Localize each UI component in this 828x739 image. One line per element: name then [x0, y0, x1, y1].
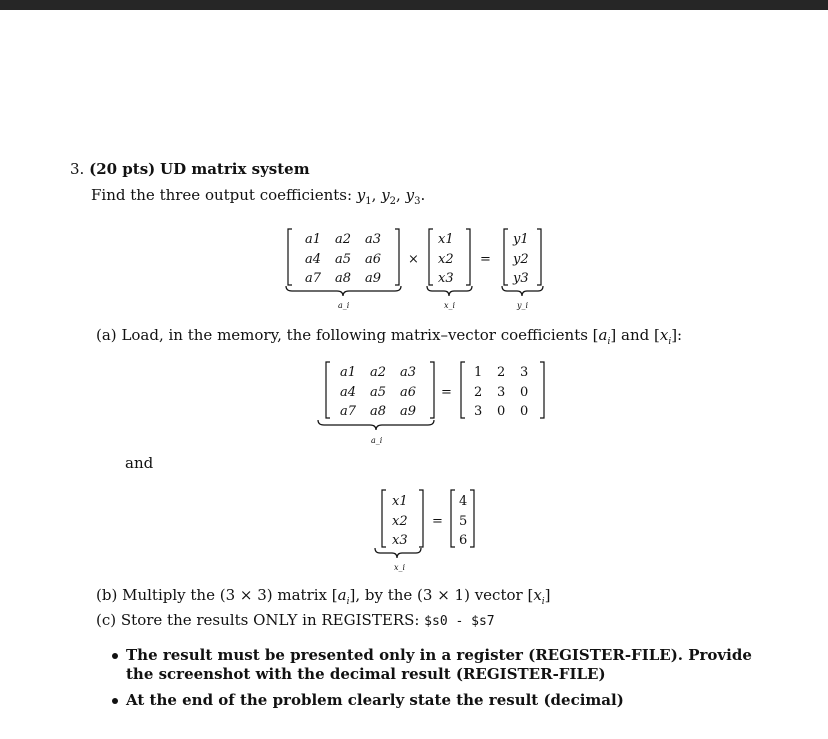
part-c-text: Store the results ONLY in REGISTERS:	[120, 611, 425, 629]
part-b: (b) Multiply the (3 × 3) matrix $[a_i]$, by the (3 × 1) vector $[x_i]$	[96, 586, 551, 607]
part-b-label: (b)	[96, 586, 118, 604]
mv-13: 3	[520, 365, 529, 380]
part-a: (a) Load, in the memory, the following matrix–vector coefficients $[a_i]$ and $[x_i]$:	[96, 326, 683, 347]
bullet-dot-2	[112, 698, 118, 704]
a5-label: a5	[335, 252, 352, 267]
a7-label: a7	[305, 271, 322, 286]
m-a3: a3	[400, 365, 417, 380]
m-a6: a6	[400, 385, 417, 400]
output-y2: $y_2$	[381, 186, 397, 207]
problem-number: 3.	[70, 160, 85, 178]
vv-2: 5	[459, 514, 468, 529]
brace-x-label: x_i	[444, 301, 456, 310]
mv-12: 2	[497, 365, 506, 380]
problem-intro: Find the three output coefficients: $y_1$, $y_2$, $y_3$.	[91, 186, 426, 207]
part-a-label: (a)	[96, 326, 117, 344]
m-a2: a2	[370, 365, 387, 380]
m-a9: a9	[400, 404, 417, 419]
a8-label: a8	[335, 271, 352, 286]
a6-label: a6	[365, 252, 382, 267]
a3-label: a3	[365, 232, 382, 247]
bullet-2: At the end of the problem clearly state the result (decimal)	[126, 691, 624, 709]
m-a5: a5	[370, 385, 387, 400]
register-range: $s0 - $s7	[424, 614, 495, 629]
mv-21: 2	[474, 385, 483, 400]
problem-points: (20 pts)	[89, 160, 156, 178]
times-sign: ×	[408, 252, 419, 267]
v-equals: =	[432, 514, 443, 529]
vv-3: 6	[459, 533, 468, 548]
x1-label: x1	[438, 232, 454, 247]
a2-label: a2	[335, 232, 352, 247]
a4-label: a4	[305, 252, 322, 267]
v-brace-label: x_i	[394, 563, 406, 572]
m-a1: a1	[340, 365, 357, 380]
mv-11: 1	[474, 365, 483, 380]
v-x1: x1	[392, 494, 408, 509]
v-x3: x3	[392, 533, 408, 548]
m-brace-label: a_i	[371, 436, 383, 445]
and-text: and	[125, 454, 154, 472]
y2-label: y2	[513, 252, 529, 267]
m-a8: a8	[370, 404, 387, 419]
part-a-text-suffix: ]:	[671, 326, 683, 344]
a1-label: a1	[305, 232, 322, 247]
part-b-text-mid: ], by the (3 × 1) vector [	[349, 586, 534, 604]
a9-label: a9	[365, 271, 382, 286]
part-a-text-mid: ] and [	[610, 326, 660, 344]
output-y3: $y_3$	[405, 186, 421, 207]
part-b-text-suffix: ]	[544, 586, 551, 604]
v-x2: x2	[392, 514, 408, 529]
y1-label: y1	[513, 232, 529, 247]
mv-32: 0	[497, 404, 506, 419]
bullet-dot-1	[112, 653, 118, 659]
part-c	[96, 611, 495, 629]
m-equals: =	[441, 385, 452, 400]
part-a-text-prefix: Load, in the memory, the following matrix–vector coefficients [	[121, 326, 599, 344]
y3-label: y3	[513, 271, 529, 286]
problem-title: UD matrix system	[160, 160, 310, 178]
brace-y-label: y_i	[517, 301, 529, 310]
output-y1: $y_1$	[356, 186, 372, 207]
equals-sign: =	[480, 252, 491, 267]
vv-1: 4	[459, 494, 468, 509]
mv-23: 0	[520, 385, 529, 400]
mv-33: 0	[520, 404, 529, 419]
bullet-1-line-1: The result must be presented only in a register (REGISTER-FILE). Provide	[126, 646, 752, 664]
mv-31: 3	[474, 404, 483, 419]
mv-22: 3	[497, 385, 506, 400]
x3-label: x3	[438, 271, 454, 286]
x2-label: x2	[438, 252, 454, 267]
intro-text: Find the three output coefficients:	[91, 186, 357, 204]
part-c-label: (c)	[96, 611, 117, 629]
part-b-text-prefix: Multiply the (3 × 3) matrix [	[122, 586, 338, 604]
brace-a-label: a_i	[338, 301, 350, 310]
m-a7: a7	[340, 404, 357, 419]
bullet-1-line-2: the screenshot with the decimal result (REGISTER-FILE)	[126, 665, 606, 683]
m-a4: a4	[340, 385, 357, 400]
